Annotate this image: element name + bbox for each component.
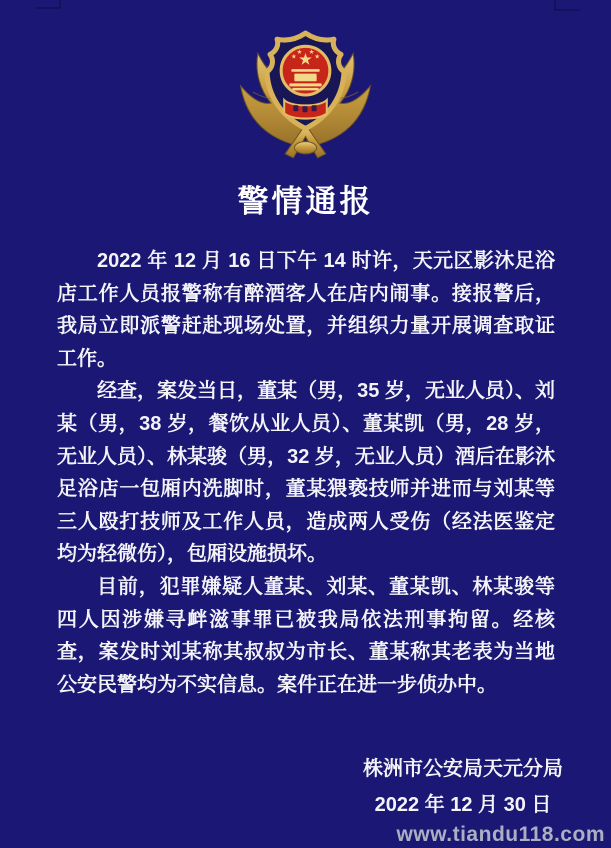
issue-date: 2022 年 12 月 30 日 xyxy=(374,794,552,816)
notice-title: 警情通报 xyxy=(237,184,374,219)
corner-mark-top-left xyxy=(35,0,61,10)
notice-body xyxy=(57,245,555,701)
issuing-agency: 株洲市公安局天元分局 xyxy=(363,758,563,780)
police-badge-icon xyxy=(233,25,378,167)
notice-paragraph-2: 经查，案发当日，董某（男，35 岁，无业人员）、刘某（男，38 岁，餐饮从业人员）、董某凯（男，28 岁，无业人员）、林某骏（男，32 岁，无业人员）酒后在影沐足浴店一包厢内洗脚时，董某猥亵技师并进而与刘某等三人殴打技师及工作人员，造成两人受伤（经法医鉴定均为轻微伤），包厢设施损坏。 xyxy=(57,380,555,566)
corner-mark-top-right xyxy=(554,0,580,12)
notice-paragraph-1: 2022 年 12 月 16 日下午 14 时许，天元区影沐足浴店工作人员报警称有醉酒客人在店内闹事。接报警后，我局立即派警赶赴现场处置，并组织力量开展调查取证工作。 xyxy=(57,250,555,370)
signature-block xyxy=(363,751,563,823)
notice-paragraph-3: 目前，犯罪嫌疑人董某、刘某、董某凯、林某骏等四人因涉嫌寻衅滋事罪已被我局依法刑事拘留。经核查，案发时刘某称其叔叔为市长、董某称其老表为当地公安民警均为不实信息。案件正在进一步侦办中。 xyxy=(57,575,555,696)
watermark-url: www.tiandu118.com xyxy=(396,823,605,846)
